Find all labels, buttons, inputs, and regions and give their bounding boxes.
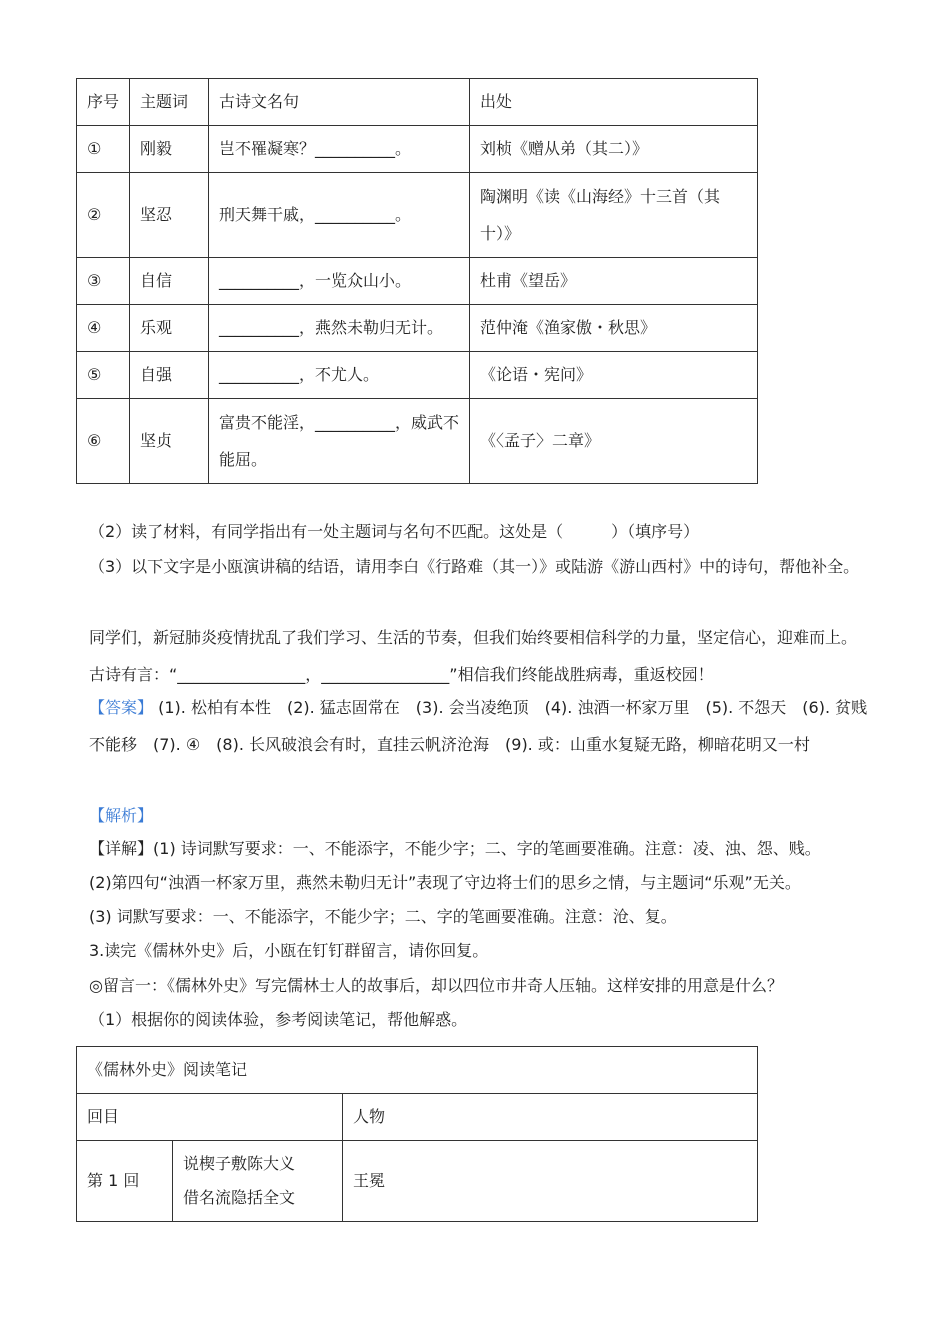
row-source: 《〈孟子〉二章》 xyxy=(470,399,758,484)
header-person: 人物 xyxy=(343,1094,758,1141)
header-source: 出处 xyxy=(470,79,758,126)
question-3: （3）以下文字是小瓯演讲稿的结语，请用李白《行路难（其一）》或陆游《游山西村》中的诗句，帮他补全。 xyxy=(89,557,860,576)
chapter-number: 第 1 回 xyxy=(77,1141,173,1222)
row-number: ② xyxy=(77,173,130,258)
chapter-title: 说楔子敷陈大义 借名流隐括全文 xyxy=(173,1141,343,1222)
question-3-title: 3.读完《儒林外史》后，小瓯在钉钉群留言，请你回复。 xyxy=(89,941,489,960)
detail-3: (3) 词默写要求：一、不能添字，不能少字；二、字的笔画要准确。注意：沧、复。 xyxy=(89,907,677,926)
sub-question-1: （1）根据你的阅读体验，参考阅读笔记，帮他解惑。 xyxy=(89,1010,468,1029)
table-row xyxy=(77,352,758,399)
table-row xyxy=(77,173,758,258)
header-theme: 主题词 xyxy=(130,79,209,126)
row-number: ① xyxy=(77,126,130,173)
row-theme: 乐观 xyxy=(130,305,209,352)
row-number: ⑤ xyxy=(77,352,130,399)
header-chapter: 回目 xyxy=(77,1094,343,1141)
row-source: 杜甫《望岳》 xyxy=(470,258,758,305)
row-verse: __________，一览众山小。 xyxy=(209,258,470,305)
row-verse: 岂不罹凝寒？__________。 xyxy=(209,126,470,173)
poetry-table xyxy=(76,78,758,484)
table-header-row xyxy=(77,1094,758,1141)
notes-title: 《儒林外史》阅读笔记 xyxy=(77,1047,758,1094)
answer-block xyxy=(89,689,869,763)
row-verse: 富贵不能淫，__________，威武不能屈。 xyxy=(209,399,470,484)
row-theme: 自信 xyxy=(130,258,209,305)
reading-notes-table xyxy=(76,1046,758,1222)
row-theme: 刚毅 xyxy=(130,126,209,173)
table-row xyxy=(77,399,758,484)
detail-1: 【详解】(1) 诗词默写要求：一、不能添字，不能少字；二、字的笔画要准确。注意：凌、浊、怨、贱。 xyxy=(89,839,821,858)
speech-text: 同学们，新冠肺炎疫情扰乱了我们学习、生活的节奏，但我们始终要相信科学的力量，坚定信心，迎难而上。古诗有言：“________________，________________”相信我们终能战胜病毒，重返校园！ xyxy=(89,628,858,684)
table-title-row xyxy=(77,1047,758,1094)
row-theme: 自强 xyxy=(130,352,209,399)
table-row xyxy=(77,258,758,305)
question-2: （2）读了材料，有同学指出有一处主题词与名句不匹配。这处是（ ）（填序号） xyxy=(89,522,700,541)
detail-label: 【详解】 xyxy=(89,839,154,858)
table-row xyxy=(77,305,758,352)
row-source: 《论语・宪问》 xyxy=(470,352,758,399)
header-number: 序号 xyxy=(77,79,130,126)
row-verse: __________，燕然未勒归无计。 xyxy=(209,305,470,352)
analysis-label: 【解析】 xyxy=(89,806,154,825)
row-verse: 刑天舞干戚，__________。 xyxy=(209,173,470,258)
table-row xyxy=(77,126,758,173)
table-header-row xyxy=(77,79,758,126)
answer-text: (1). 松柏有本性 (2). 猛志固常在 (3). 会当凌绝顶 (4). 浊酒一杯家万里 (5). 不怨天 (6). 贫贱不能移 (7). ④ (8). 长风破浪会有时，直挂云帆济沧海 (9). 或：山重水复疑无路，柳暗花明又一村 xyxy=(89,698,868,754)
header-verse: 古诗文名句 xyxy=(209,79,470,126)
row-number: ③ xyxy=(77,258,130,305)
row-source: 陶渊明《读《山海经》十三首（其十）》 xyxy=(470,173,758,258)
row-theme: 坚忍 xyxy=(130,173,209,258)
answer-label: 【答案】 xyxy=(89,698,154,717)
detail-2: (2)第四句“浊酒一杯家万里，燕然未勒归无计”表现了守边将士们的思乡之情，与主题词“乐观”无关。 xyxy=(89,873,801,892)
row-theme: 坚贞 xyxy=(130,399,209,484)
row-source: 范仲淹《渔家傲・秋思》 xyxy=(470,305,758,352)
person-name: 王冕 xyxy=(343,1141,758,1222)
row-source: 刘桢《赠从弟（其二）》 xyxy=(470,126,758,173)
row-verse: __________，不尤人。 xyxy=(209,352,470,399)
table-row xyxy=(77,1141,758,1222)
row-number: ⑥ xyxy=(77,399,130,484)
message-1: ◎留言一：《儒林外史》写完儒林士人的故事后，却以四位市井奇人压轴。这样安排的用意是什么？ xyxy=(89,976,783,995)
row-number: ④ xyxy=(77,305,130,352)
